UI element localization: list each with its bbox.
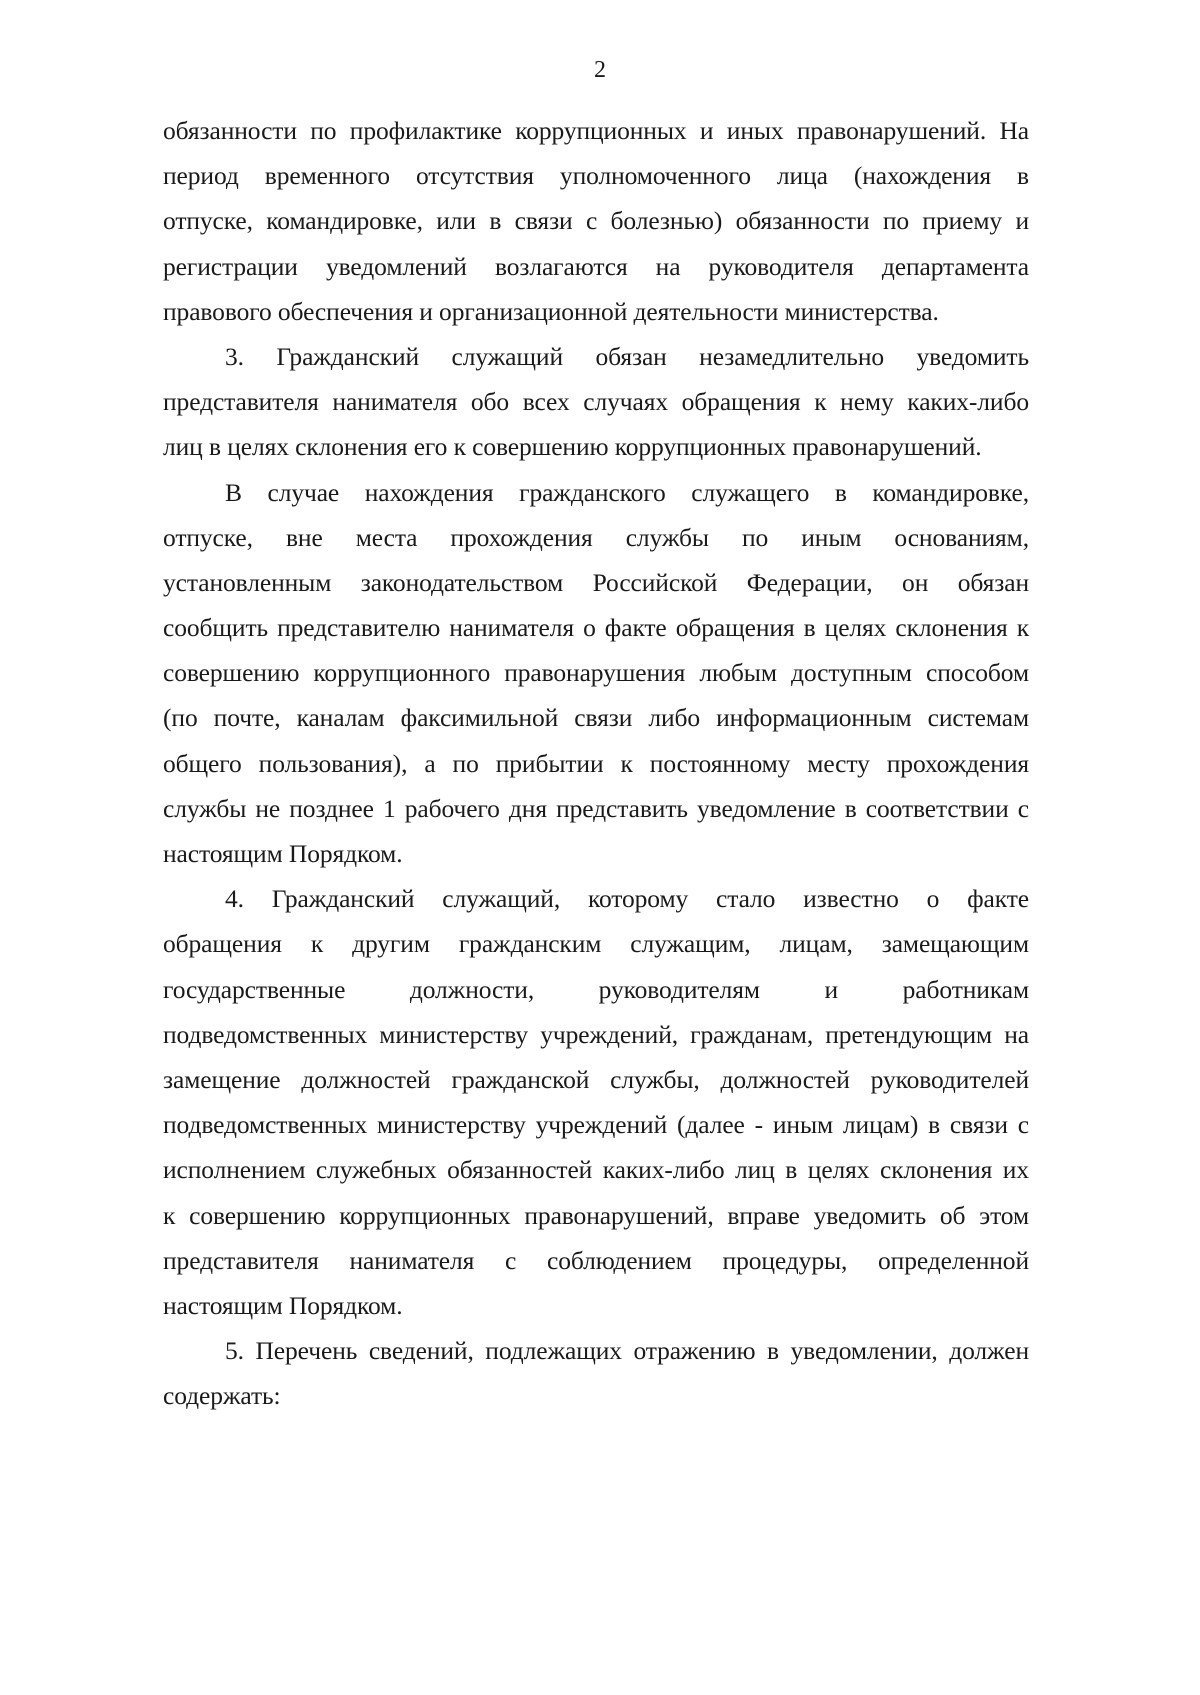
text-line: исполнением служебных обязанностей каких-либо лиц в целях склонения их xyxy=(163,1155,1029,1185)
text-line: службы не позднее 1 рабочего дня представить уведомление в соответствии с xyxy=(163,793,1029,823)
text-line: к совершению коррупционных правонарушений, вправе уведомить об этом xyxy=(163,1200,1029,1230)
text-line: представителя нанимателя обо всех случаях обращения к нему каких-либо xyxy=(163,387,1029,417)
document-body xyxy=(163,108,1029,1418)
text-line: представителя нанимателя с соблюдением процедуры, определенной xyxy=(163,1245,1029,1275)
text-line: отпуске, вне места прохождения службы по иным основаниям, xyxy=(163,522,1029,552)
paragraph-continuation xyxy=(163,108,1029,334)
text-line: настоящим Порядком. xyxy=(163,1290,403,1320)
text-line: настоящим Порядком. xyxy=(163,839,403,868)
text-line: замещение должностей гражданской службы, должностей руководителей xyxy=(163,1064,1029,1094)
paragraph-item-3 xyxy=(163,334,1029,470)
text-line: 5. Перечень сведений, подлежащих отражению в уведомлении, должен xyxy=(225,1336,1029,1366)
text-line: отпуске, командировке, или в связи с болезнью) обязанности по приему и xyxy=(163,206,1029,236)
text-line: подведомственных министерству учреждений, гражданам, претендующим на xyxy=(163,1019,1029,1049)
text-line: сообщить представителю нанимателя о факте обращения в целях склонения к xyxy=(163,613,1029,643)
text-line: правового обеспечения и организационной деятельности министерства. xyxy=(163,296,939,326)
text-line: 3. Гражданский служащий обязан незамедлительно уведомить xyxy=(225,341,1029,371)
paragraph-item-4 xyxy=(163,876,1029,1328)
text-line: период временного отсутствия уполномоченного лица (нахождения в xyxy=(163,161,1029,191)
paragraph-item-3-continued xyxy=(163,470,1029,877)
text-line: регистрации уведомлений возлагаются на руководителя департамента xyxy=(163,251,1029,281)
text-line: установленным законодательством Российской Федерации, он обязан xyxy=(163,567,1029,597)
text-line: обращения к другим гражданским служащим, лицам, замещающим xyxy=(163,929,1029,959)
text-line: В случае нахождения гражданского служащего в командировке, xyxy=(225,477,1029,507)
text-line: содержать: xyxy=(163,1381,281,1411)
text-line: 4. Гражданский служащий, которому стало известно о факте xyxy=(225,884,1029,914)
paragraph-item-5 xyxy=(163,1328,1029,1418)
text-line: лиц в целях склонения его к совершению коррупционных правонарушений. xyxy=(163,432,982,462)
page-number: 2 xyxy=(594,57,606,83)
text-line: подведомственных министерству учреждений (далее - иным лицам) в связи с xyxy=(163,1110,1029,1140)
text-line: обязанности по профилактике коррупционных и иных правонарушений. На xyxy=(163,116,1029,145)
text-line: государственные должности, руководителям и работникам xyxy=(163,974,1029,1004)
text-line: совершению коррупционного правонарушения любым доступным способом xyxy=(163,658,1029,688)
text-line: (по почте, каналам факсимильной связи либо информационным системам xyxy=(163,703,1029,733)
text-line: общего пользования), а по прибытии к постоянному месту прохождения xyxy=(163,748,1029,778)
